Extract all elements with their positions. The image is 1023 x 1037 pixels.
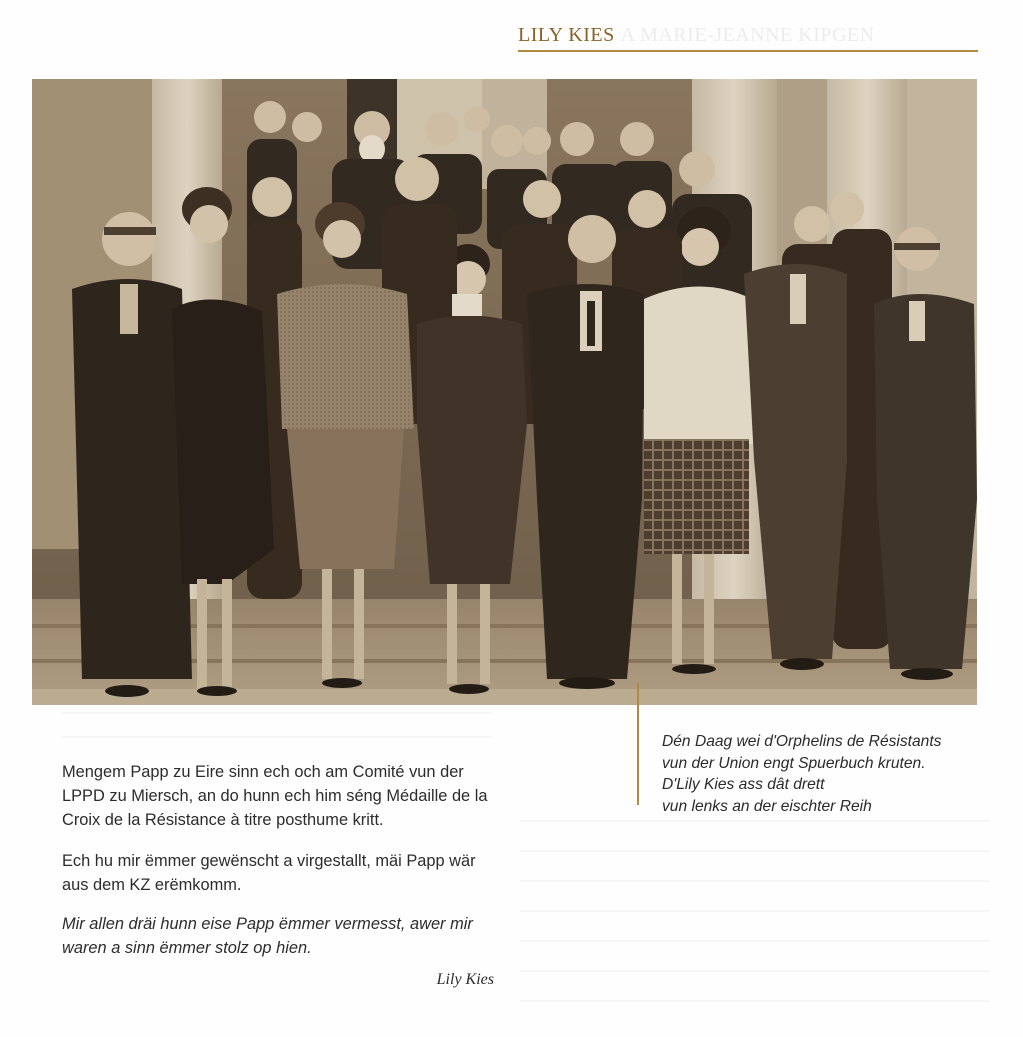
running-header [518,24,978,52]
caption-rule [637,683,639,805]
signature: Lily Kies [436,971,494,988]
caption-line: Dén Daag wei d'Orphelins de Résistants [662,733,942,750]
photo-caption [662,731,992,817]
story-paragraph-2: Ech hu mir ëmmer gewënscht a virgestallt, mäi Papp wär aus dem KZ erëmkomm. [62,852,476,894]
story-paragraph-3: Mir allen dräi hunn eise Papp ëmmer vermesst, awer mir waren a sinn ëmmer stolz op hien. [62,915,473,957]
running-header-subtitle: A MARIE-JEANNE KIPGEN [620,24,875,46]
header-rule [518,50,978,52]
caption-line: vun lenks an der eischter Reih [662,797,872,815]
show-through-texture [62,712,492,752]
story-paragraph-1: Mengem Papp zu Eire sinn ech och am Comité vun der LPPD zu Miersch, an do hunn ech him séng Médaille de la Croix de la Résistance à titre posthume kritt. [62,763,488,829]
caption-line: vun der Union engt Spuerbuch kruten. [662,754,926,772]
group-photograph [32,79,977,705]
caption-line: D'Lily Kies ass dât drett [662,776,825,793]
show-through-texture-right [520,820,990,1030]
running-header-name: LILY KIES [518,24,615,46]
story-text [62,760,502,992]
photo-illustration [32,79,977,705]
